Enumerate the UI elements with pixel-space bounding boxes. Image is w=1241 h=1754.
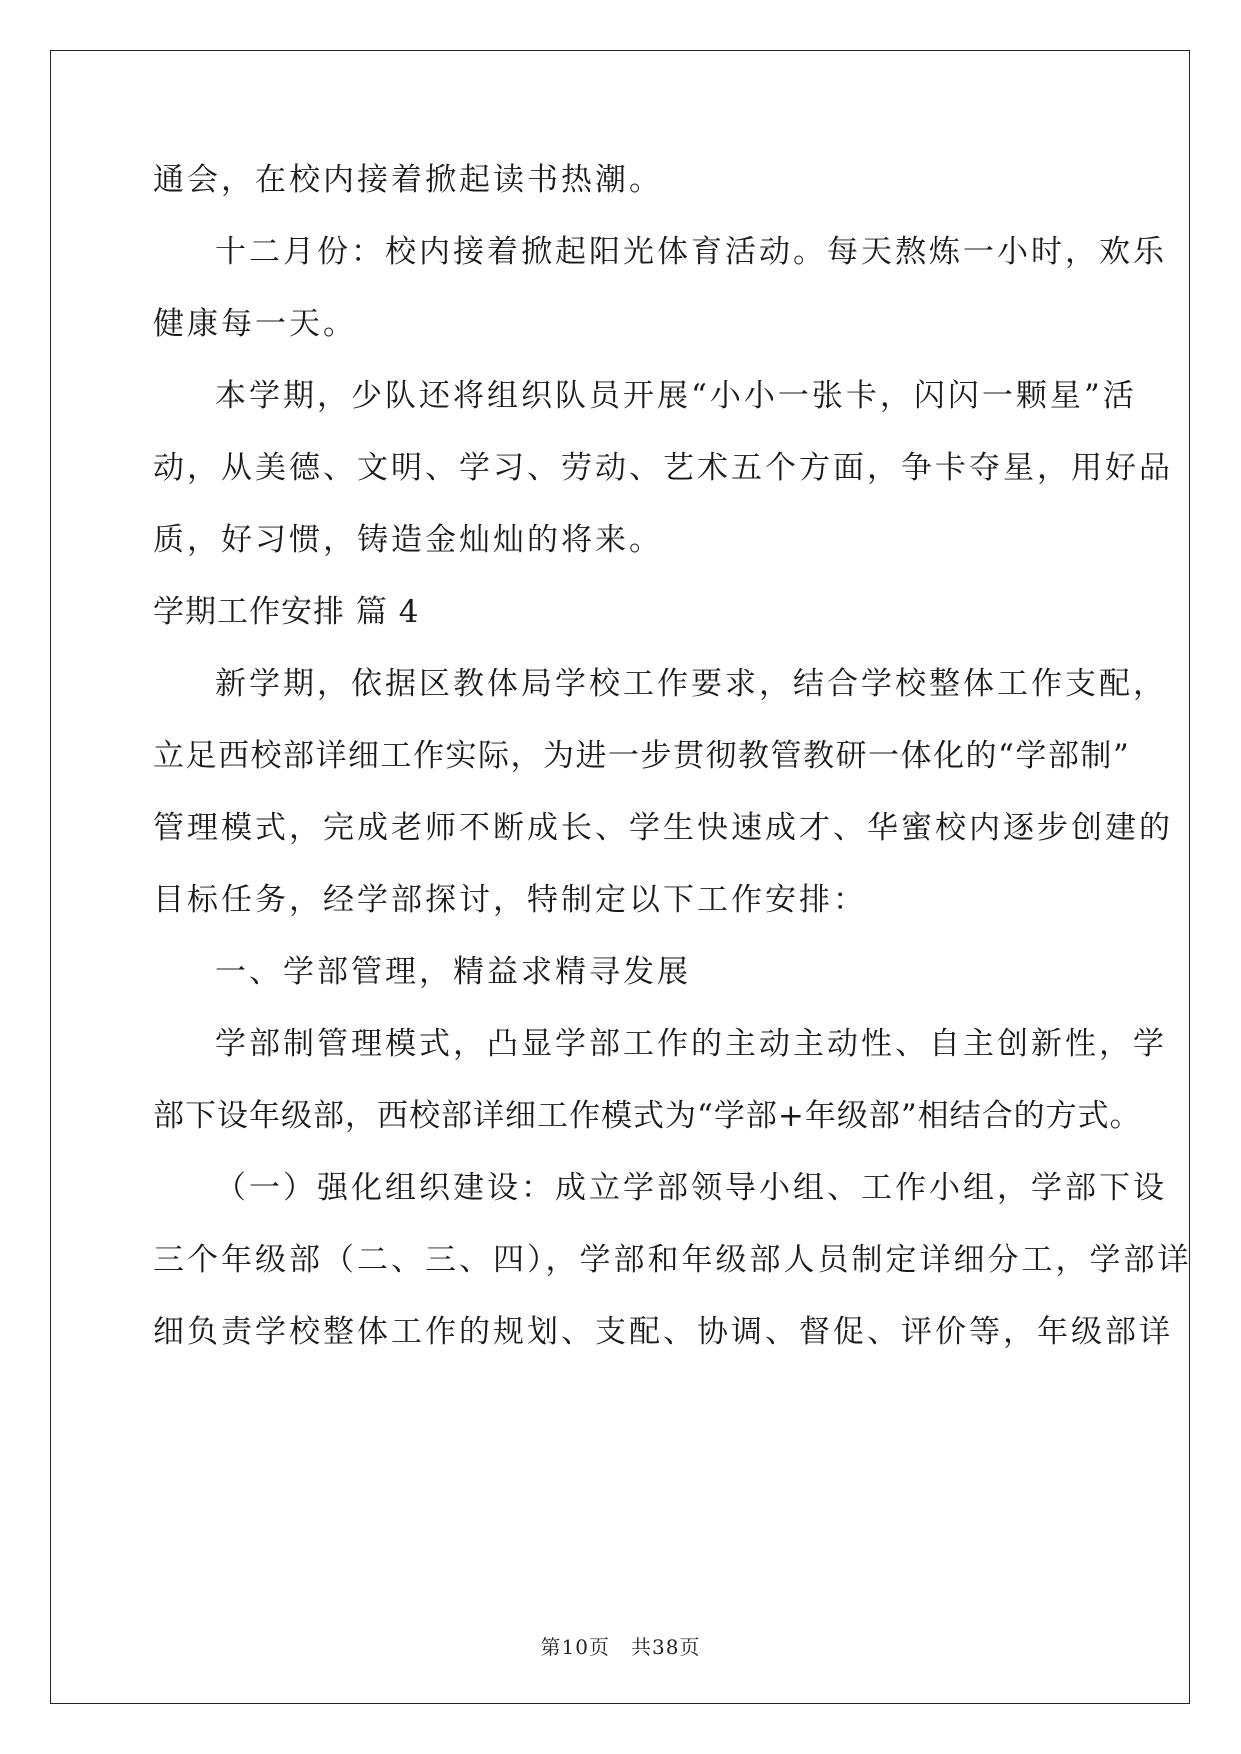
subheading: 一、学部管理，精益求精寻发展	[215, 954, 691, 990]
text-line: 管理模式，完成老师不断成长、学生快速成才、华蜜校内逐步创建的	[153, 810, 1173, 846]
text-line: （一）强化组织建设：成立学部领导小组、工作小组，学部下设	[215, 1170, 1167, 1206]
text-line: 质，好习惯，铸造金灿灿的将来。	[153, 522, 663, 558]
section-heading: 学期工作安排 篇 4	[153, 594, 420, 630]
text-line: 动，从美德、文明、学习、劳动、艺术五个方面，争卡夺星，用好品	[153, 450, 1173, 486]
text-line: 目标任务，经学部探讨，特制定以下工作安排：	[153, 882, 867, 918]
text-line: 细负责学校整体工作的规划、支配、协调、督促、评价等，年级部详	[153, 1314, 1173, 1350]
text-line: 通会，在校内接着掀起读书热潮。	[153, 162, 663, 198]
text-line: 十二月份：校内接着掀起阳光体育活动。每天熬炼一小时，欢乐	[215, 234, 1167, 270]
text-line: 学部制管理模式，凸显学部工作的主动主动性、自主创新性，学	[215, 1026, 1167, 1062]
text-line: 三个年级部（二、三、四），学部和年级部人员制定详细分工，学部详	[153, 1242, 1192, 1278]
text-line: 立足西校部详细工作实际，为进一步贯彻教管教研一体化的“学部制”	[153, 738, 1131, 774]
text-line: 健康每一天。	[153, 306, 357, 342]
page-number-footer: 第10页 共38页	[540, 1635, 701, 1659]
text-line: 新学期，依据区教体局学校工作要求，结合学校整体工作支配，	[215, 666, 1167, 702]
text-line: 部下设年级部，西校部详细工作模式为“学部+年级部”相结合的方式。	[153, 1098, 1142, 1134]
page-border	[50, 50, 1190, 1704]
text-line: 本学期，少队还将组织队员开展“小小一张卡，闪闪一颗星”活	[215, 378, 1137, 414]
